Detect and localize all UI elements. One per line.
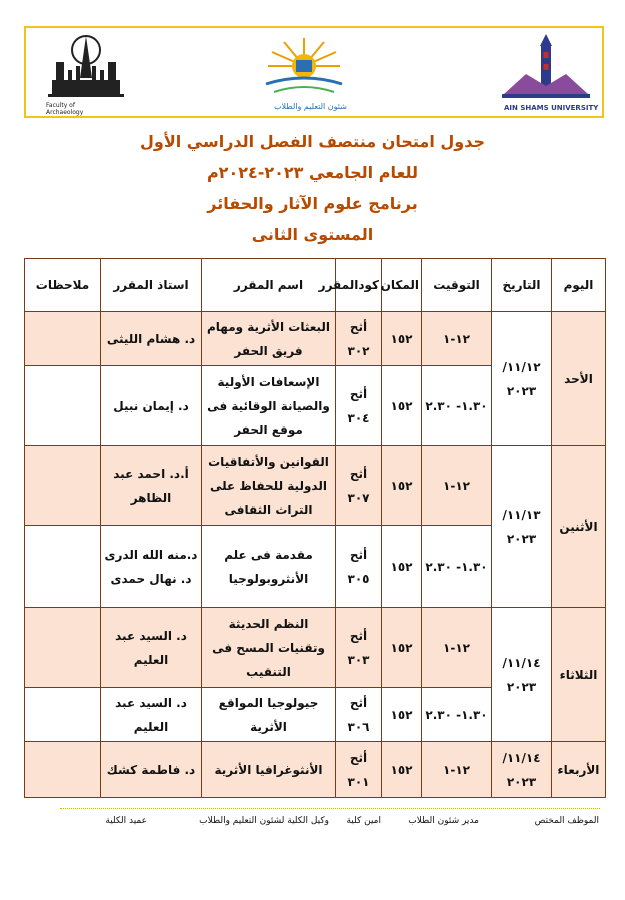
- day-cell: الأثنين: [552, 446, 606, 608]
- course-cell: الإسعافات الأولية والصيانة الوقائية فى موقع الحفر: [202, 366, 336, 446]
- date-cell: ١١/١٤/ ٢٠٢٣: [492, 742, 552, 798]
- place-cell: ١٥٢: [382, 688, 422, 742]
- instructor-cell: د. إيمان نبيل: [101, 366, 202, 446]
- notes-cell: [25, 608, 101, 688]
- affairs-logo: [244, 32, 364, 116]
- title-line-1: جدول امتحان منتصف الفصل الدراسي الأول: [140, 132, 485, 151]
- code-cell: أثح ٣٠٥: [336, 526, 382, 608]
- header-notes: ملاحظات: [25, 259, 101, 312]
- notes-cell: [25, 526, 101, 608]
- course-cell: الأنثوغرافيا الأثرية: [202, 742, 336, 798]
- instructor-cell: د. فاطمة كشك: [101, 742, 202, 798]
- date-cell: ١١/١٤/ ٢٠٢٣: [492, 608, 552, 742]
- document-titles: [0, 126, 625, 250]
- course-cell: القوانين والأتفاقيات الدولية للحفاظ على التراث الثقافى: [202, 446, 336, 526]
- notes-cell: [25, 688, 101, 742]
- signature-employee: الموظف المختص: [534, 816, 599, 826]
- university-logo: [496, 32, 599, 116]
- code-cell: أثح ٣٠٤: [336, 366, 382, 446]
- notes-cell: [25, 446, 101, 526]
- header-course: اسم المقرر: [202, 259, 336, 312]
- instructor-cell: أ.د. احمد عبد الظاهر: [101, 446, 202, 526]
- table-row: [25, 446, 606, 526]
- faculty-logo: [42, 32, 132, 116]
- place-cell: ١٥٢: [382, 526, 422, 608]
- table-row: [25, 742, 606, 798]
- title-line-2: للعام الجامعي ٢٠٢٣-٢٠٢٤م: [206, 163, 419, 182]
- instructor-cell: د. السيد عبد العليم: [101, 608, 202, 688]
- faculty-caption-2: Archaeology: [46, 109, 84, 116]
- affairs-caption: شئون التعليم والطلاب: [274, 102, 347, 111]
- day-cell: الثلاثاء: [552, 608, 606, 742]
- header-instructor: استاذ المقرر: [101, 259, 202, 312]
- instructor-cell: د.منه الله الدرى د. نهال حمدى: [101, 526, 202, 608]
- time-cell: ١.٣٠- ٢.٣٠: [422, 526, 492, 608]
- time-cell: ١.٣٠- ٢.٣٠: [422, 366, 492, 446]
- day-cell: الأربعاء: [552, 742, 606, 798]
- date-cell: ١١/١٢/ ٢٠٢٣: [492, 312, 552, 446]
- date-cell: ١١/١٣/ ٢٠٢٣: [492, 446, 552, 608]
- header-frame: [24, 26, 604, 118]
- header-code: كودالمقرر: [336, 259, 382, 312]
- signature-dean: عميد الكلية: [105, 816, 147, 826]
- code-cell: أثح ٣٠١: [336, 742, 382, 798]
- header-time: التوقيت: [422, 259, 492, 312]
- faculty-caption-1: Faculty of: [46, 102, 75, 109]
- header-date: التاريخ: [492, 259, 552, 312]
- signature-faculty-secretary: امين كلية: [346, 816, 381, 826]
- notes-cell: [25, 742, 101, 798]
- exam-schedule-table: [24, 258, 606, 798]
- title-line-4: المستوى الثانى: [251, 225, 374, 244]
- header-place: المكان: [382, 259, 422, 312]
- table-row: [25, 608, 606, 688]
- instructor-cell: د. السيد عبد العليم: [101, 688, 202, 742]
- notes-cell: [25, 312, 101, 366]
- place-cell: ١٥٢: [382, 366, 422, 446]
- course-cell: مقدمة فى علم الأنثروبولوجيا: [202, 526, 336, 608]
- time-cell: ١٢-١: [422, 742, 492, 798]
- sun-emblem-icon: [244, 32, 364, 102]
- title-line-3: برنامج علوم الآثار والحفائر: [207, 194, 418, 213]
- university-caption: AIN SHAMS UNIVERSITY: [504, 104, 599, 112]
- code-cell: أثح ٣٠٧: [336, 446, 382, 526]
- course-cell: البعثات الأثرية ومهام فريق الحفر: [202, 312, 336, 366]
- time-cell: ١.٣٠- ٢.٣٠: [422, 688, 492, 742]
- place-cell: ١٥٢: [382, 312, 422, 366]
- signature-divider: [60, 808, 600, 809]
- table-header-row: [25, 259, 606, 312]
- faculty-logo-icon: [42, 32, 132, 104]
- code-cell: أثح ٣٠٦: [336, 688, 382, 742]
- day-cell: الأحد: [552, 312, 606, 446]
- time-cell: ١٢-١: [422, 312, 492, 366]
- place-cell: ١٥٢: [382, 742, 422, 798]
- notes-cell: [25, 366, 101, 446]
- place-cell: ١٥٢: [382, 608, 422, 688]
- time-cell: ١٢-١: [422, 608, 492, 688]
- signature-vice-dean: وكيل الكلية لشئون التعليم والطلاب: [199, 816, 329, 826]
- place-cell: ١٥٢: [382, 446, 422, 526]
- university-emblem-icon: [496, 32, 596, 104]
- signature-student-affairs-director: مدير شئون الطلاب: [408, 816, 479, 826]
- code-cell: أثح ٣٠٢: [336, 312, 382, 366]
- instructor-cell: د. هشام الليثى: [101, 312, 202, 366]
- time-cell: ١٢-١: [422, 446, 492, 526]
- table-row: [25, 312, 606, 366]
- course-cell: النظم الحديثة وتقنيات المسح فى التنقيب: [202, 608, 336, 688]
- course-cell: جيولوجيا المواقع الأثرية: [202, 688, 336, 742]
- code-cell: أثح ٣٠٣: [336, 608, 382, 688]
- header-day: اليوم: [552, 259, 606, 312]
